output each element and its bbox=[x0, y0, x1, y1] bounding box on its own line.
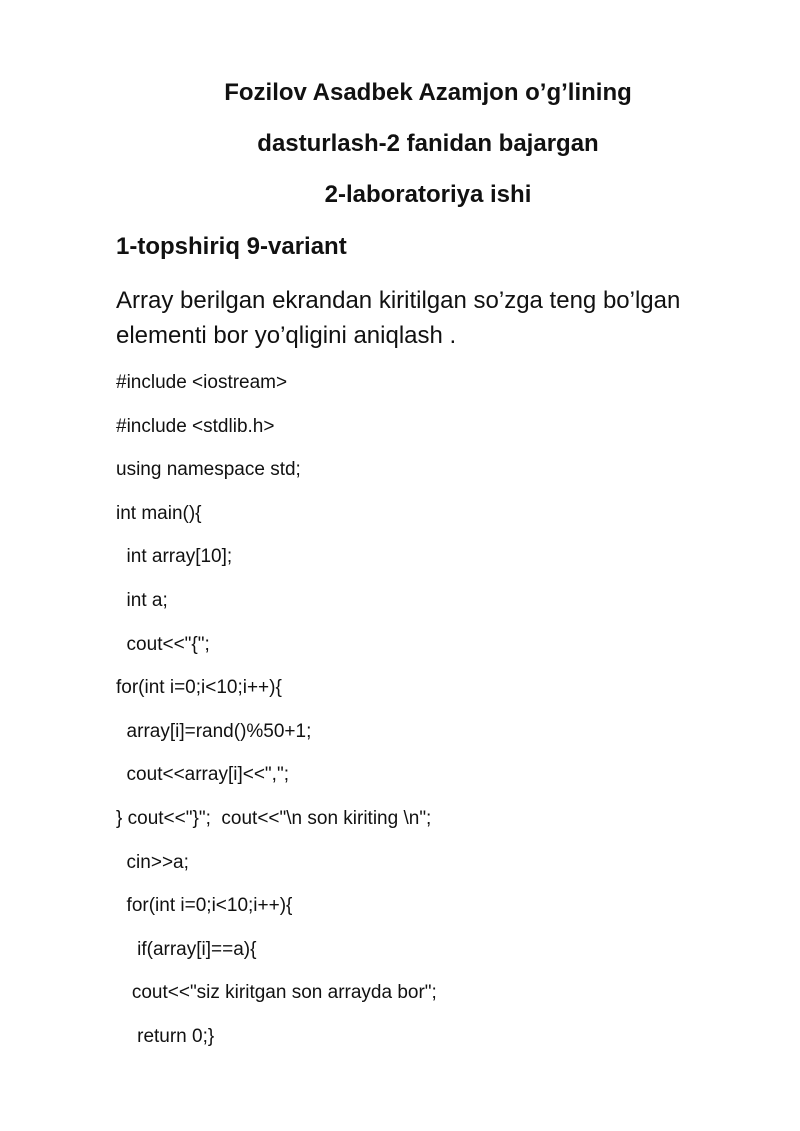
code-line: int a; bbox=[116, 589, 168, 611]
code-line: cin>>a; bbox=[116, 851, 189, 873]
task-description: Array berilgan ekrandan kiritilgan so’zga teng bo’lgan elementi bor yo’qligini aniqlash . bbox=[116, 287, 681, 349]
code-line: #include <stdlib.h> bbox=[116, 415, 275, 437]
title-line-author: Fozilov Asadbek Azamjon o’g’lining bbox=[224, 79, 632, 106]
code-line: for(int i=0;i<10;i++){ bbox=[116, 895, 293, 917]
code-line: int array[10]; bbox=[116, 546, 233, 568]
code-line: array[i]=rand()%50+1; bbox=[116, 720, 312, 742]
code-listing bbox=[116, 370, 756, 1068]
code-line: cout<<"{"; bbox=[116, 633, 210, 655]
code-line: } cout<<"}"; cout<<"\n son kiriting \n"; bbox=[116, 807, 432, 829]
code-line: cout<<"siz kiritgan son arrayda bor"; bbox=[116, 982, 437, 1004]
code-line: for(int i=0;i<10;i++){ bbox=[116, 677, 282, 699]
task-heading: 1-topshiriq 9-variant bbox=[116, 233, 347, 260]
code-line: #include <iostream> bbox=[116, 372, 288, 393]
title-line-subject: dasturlash-2 fanidan bajargan bbox=[257, 130, 599, 157]
code-line: using namespace std; bbox=[116, 459, 301, 481]
code-line: cout<<array[i]<<","; bbox=[116, 764, 289, 786]
code-line: if(array[i]==a){ bbox=[116, 938, 257, 960]
title-line-lab: 2-laboratoriya ishi bbox=[324, 181, 532, 208]
code-line: return 0;} bbox=[116, 1025, 215, 1047]
code-line: int main(){ bbox=[116, 502, 202, 524]
